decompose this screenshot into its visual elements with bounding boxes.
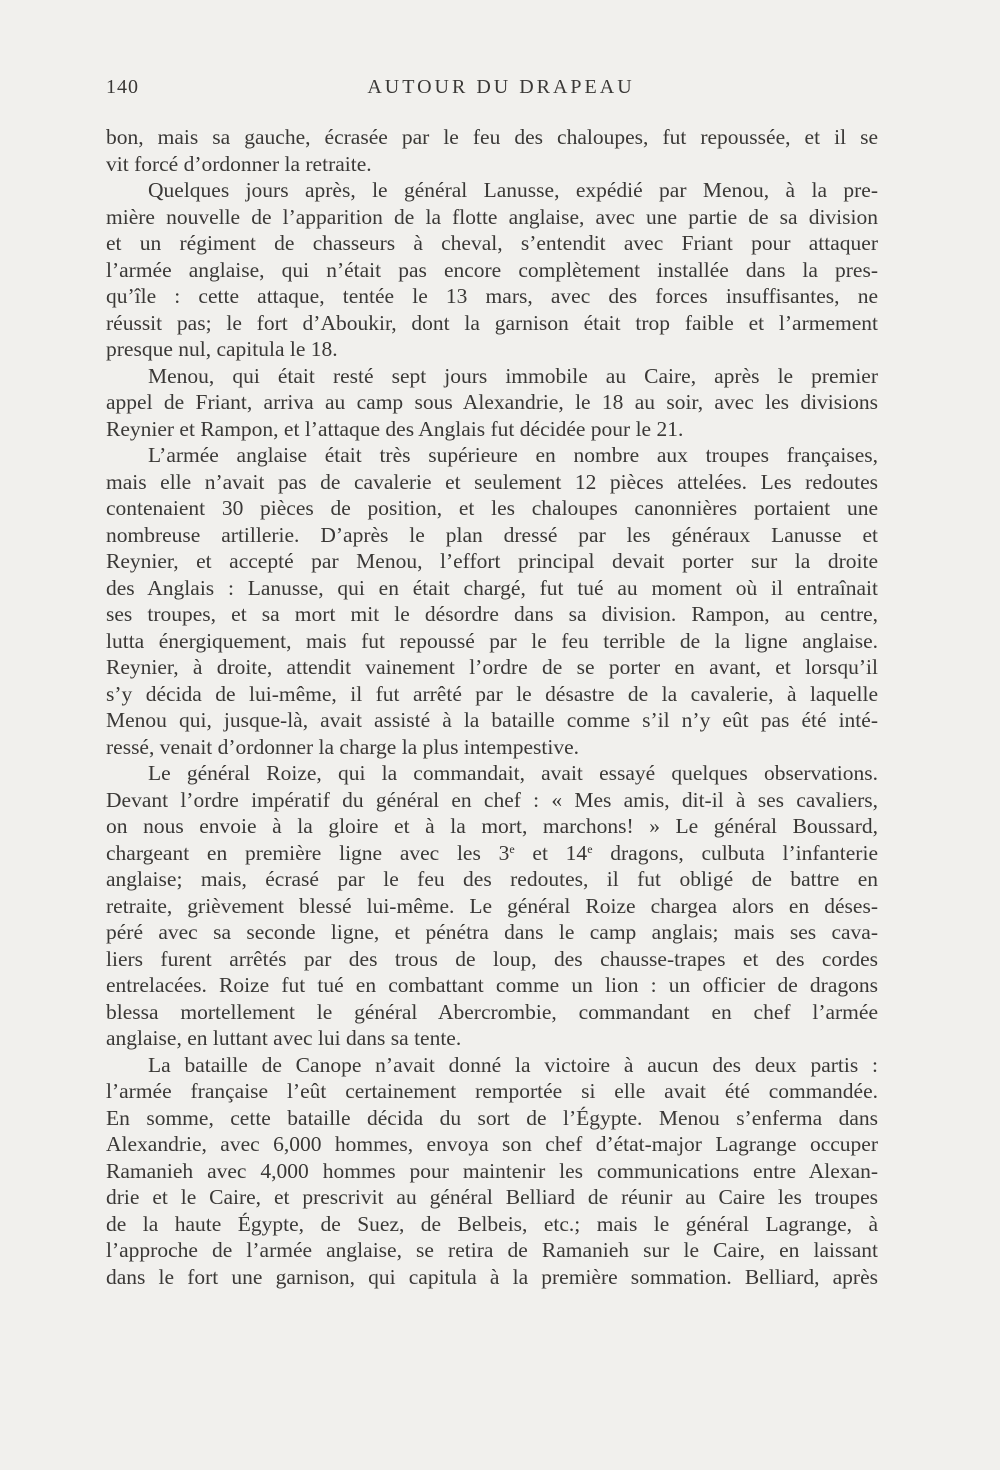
text-line: presque nul, capitula le 18. bbox=[106, 337, 338, 361]
text-line: La bataille de Canope n’avait donné la victoire à aucun des deux partis : bbox=[148, 1052, 878, 1077]
text-line: on nous envoie à la gloire et à la mort, marchons! » Le général Boussard, bbox=[106, 814, 878, 838]
text-line: contenaient 30 pièces de position, et les chaloupes canonnières portaient une bbox=[106, 496, 878, 520]
text-segment: chargeant en première ligne avec les 3 bbox=[106, 840, 510, 865]
text-line: Alexandrie, avec 6,000 hommes, envoya son chef d’état-major Lagrange occuper bbox=[106, 1132, 878, 1156]
text-line: appel de Friant, arriva au camp sous Alexandrie, le 18 au soir, avec les divisions bbox=[106, 390, 878, 414]
text-line: et un régiment de chasseurs à cheval, s’entendit avec Friant pour attaquer bbox=[106, 231, 878, 255]
ordinal-superscript: e bbox=[509, 841, 515, 856]
text-line: drie et le Caire, et prescrivit au général Belliard de réunir au Caire les troupes bbox=[106, 1185, 878, 1209]
text-line: Reynier et Rampon, et l’attaque des Anglais fut décidée pour le 21. bbox=[106, 416, 684, 441]
text-line: dans le fort une garnison, qui capitula à la première sommation. Belliard, après bbox=[106, 1264, 878, 1289]
text-line: Menou qui, jusque-là, avait assisté à la bataille comme s’il n’y eût pas été inté- bbox=[106, 708, 878, 732]
text-line: ses troupes, et sa mort mit le désordre dans sa division. Rampon, au centre, bbox=[106, 602, 878, 626]
running-title: AUTOUR DU DRAPEAU bbox=[367, 76, 635, 98]
text-line: vit forcé d’ordonner la retraite. bbox=[106, 151, 372, 176]
text-line: Ramanieh avec 4,000 hommes pour maintenir les communications entre Alexan- bbox=[106, 1158, 878, 1183]
text-line: L’armée anglaise était très supérieure en nombre aux troupes françaises, bbox=[148, 443, 878, 467]
text-line: Menou, qui était resté sept jours immobile au Caire, après le premier bbox=[148, 363, 878, 388]
text-segment: dragons, culbuta l’infanterie bbox=[592, 840, 878, 865]
text-line: des Anglais : Lanusse, qui en était chargé, fut tué au moment où il entraînait bbox=[106, 575, 878, 600]
text-line bbox=[106, 840, 878, 867]
text-line: anglaise; mais, écrasé par le feu des redoutes, il fut obligé de battre en bbox=[106, 867, 878, 891]
text-line: Reynier, à droite, attendit vainement l’ordre de se porter en avant, et lorsqu’il bbox=[106, 655, 878, 679]
text-line: En somme, cette bataille décida du sort de l’Égypte. Menou s’enferma dans bbox=[106, 1105, 878, 1130]
text-line: lutta énergiquement, mais fut repoussé par le feu terrible de la ligne anglaise. bbox=[106, 628, 878, 653]
text-line: l’armée anglaise, qui n’était pas encore complètement installée dans la pres- bbox=[106, 257, 878, 282]
text-line: l’armée française l’eût certainement remportée si elle avait été commandée. bbox=[106, 1079, 878, 1103]
text-line: bon, mais sa gauche, écrasée par le feu des chaloupes, fut repoussée, et il se bbox=[106, 125, 878, 149]
ordinal-superscript: e bbox=[587, 841, 593, 856]
text-line: Le général Roize, qui la commandait, avait essayé quelques observations. bbox=[148, 761, 878, 785]
text-line: Devant l’ordre impératif du général en chef : « Mes amis, dit-il à ses cavaliers, bbox=[106, 787, 878, 812]
text-segment: et 14 bbox=[514, 840, 588, 865]
text-line: mais elle n’avait pas de cavalerie et seulement 12 pièces attelées. Les redoutes bbox=[106, 469, 878, 494]
text-line: Quelques jours après, le général Lanusse, expédié par Menou, à la pre- bbox=[148, 178, 878, 202]
text-line: réussit pas; le fort d’Aboukir, dont la garnison était trop faible et l’armement bbox=[106, 310, 878, 335]
text-line: s’y décida de lui-même, il fut arrêté par le désastre de la cavalerie, à laquelle bbox=[106, 681, 878, 706]
text-line: péré avec sa seconde ligne, et pénétra dans le camp anglais; mais ses cava- bbox=[106, 920, 878, 944]
text-line: liers furent arrêtés par des trous de loup, des chausse-trapes et des cordes bbox=[106, 946, 878, 971]
text-line: entrelacées. Roize fut tué en combattant comme un lion : un officier de dragons bbox=[106, 973, 878, 997]
body-text bbox=[106, 124, 878, 1290]
text-line: anglaise, en luttant avec lui dans sa tente. bbox=[106, 1026, 462, 1050]
text-line: blessa mortellement le général Abercrombie, commandant en chef l’armée bbox=[106, 999, 878, 1024]
text-line: nombreuse artillerie. D’après le plan dressé par les généraux Lanusse et bbox=[106, 522, 878, 547]
text-line: de la haute Égypte, de Suez, de Belbeis, etc.; mais le général Lagrange, à bbox=[106, 1211, 878, 1236]
text-line: qu’île : cette attaque, tentée le 13 mars, avec des forces insuffisantes, ne bbox=[106, 284, 878, 308]
text-line: Reynier, et accepté par Menou, l’effort principal devait porter sur la droite bbox=[106, 549, 878, 573]
text-line: l’approche de l’armée anglaise, se retira de Ramanieh sur le Caire, en laissant bbox=[106, 1238, 878, 1262]
text-line: ressé, venait d’ordonner la charge la plus intempestive. bbox=[106, 734, 580, 759]
text-line: mière nouvelle de l’apparition de la flotte anglaise, avec une partie de sa division bbox=[106, 204, 878, 229]
page-header bbox=[106, 76, 876, 106]
text-line: retraite, grièvement blessé lui-même. Le général Roize chargea alors en déses- bbox=[106, 893, 878, 918]
page-number: 140 bbox=[106, 76, 139, 98]
